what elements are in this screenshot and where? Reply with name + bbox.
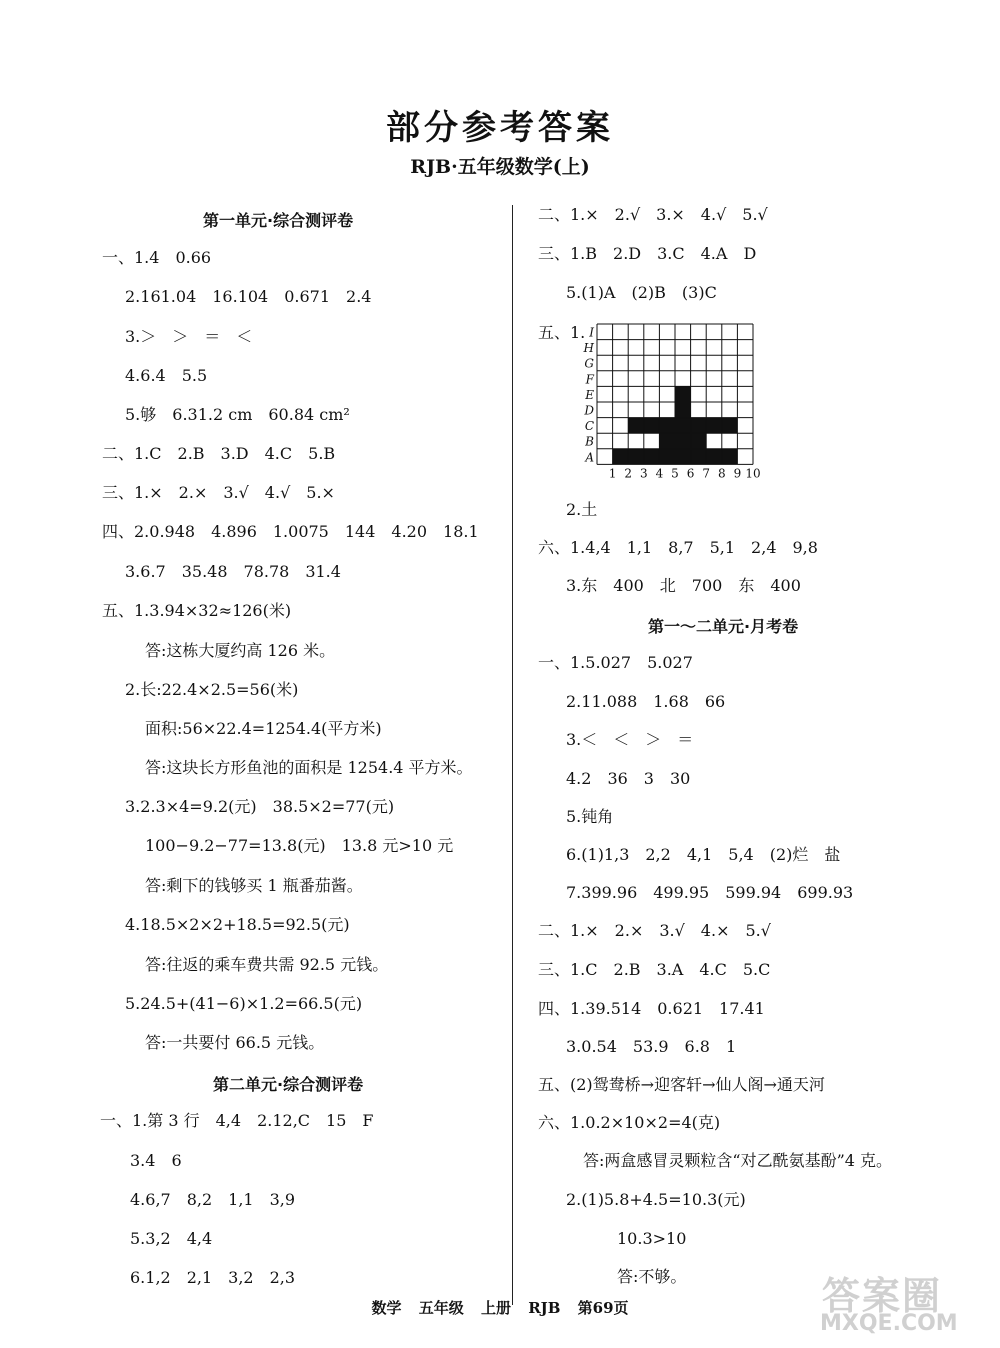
section-heading-unit12: 第一～二单元·月考卷 (648, 617, 799, 636)
filled-cell (722, 449, 738, 465)
answer-line: 三、1.C 2.B 3.A 4.C 5.C (538, 960, 771, 979)
answer-line: 5.24.5+(41−6)×1.2=66.5(元) (125, 994, 363, 1013)
filled-cell (675, 433, 691, 449)
answer-line: 答:往返的乘车费共需 92.5 元钱。 (145, 955, 389, 974)
answer-line: 3.东 400 北 700 东 400 (566, 576, 801, 595)
grid-col-label: 3 (639, 466, 648, 481)
grid-row-label: H (583, 341, 594, 356)
footer-volume: 上册 (480, 1299, 511, 1317)
watermark-text: 答案圈 (822, 1274, 943, 1318)
answer-line: 2.土 (566, 500, 598, 519)
answer-line: 六、1.4,4 1,1 8,7 5,1 2,4 9,8 (538, 538, 818, 557)
filled-cell (659, 433, 675, 449)
section-heading-unit2: 第二单元·综合测评卷 (213, 1075, 364, 1094)
filled-cell (644, 418, 660, 434)
footer-edition: RJB (528, 1299, 561, 1317)
answer-line: 答:两盒感冒灵颗粒含“对乙酰氨基酚”4 克。 (583, 1151, 893, 1170)
answer-line: 3.＞ ＞ ＝ ＜ (125, 327, 253, 346)
watermark-url: MXQE.COM (820, 1311, 958, 1336)
answer-line: 二、1.× 2.× 3.√ 4.× 5.√ (538, 921, 771, 940)
answer-line: 5.够 6.31.2 cm 60.84 cm² (125, 405, 350, 424)
filled-cell (628, 449, 644, 465)
grid-row-label: D (584, 403, 594, 418)
answer-line: 五、(2)鸳鸯桥→迎客轩→仙人阁→通天河 (538, 1075, 825, 1094)
filled-cell (691, 418, 707, 434)
answer-line: 答:一共要付 66.5 元钱。 (145, 1033, 325, 1052)
answer-line: 3.＜ ＜ ＞ ＝ (566, 730, 694, 749)
grid-row-label: I (589, 325, 594, 340)
grid-col-label: 9 (733, 466, 742, 481)
filled-cell (706, 418, 722, 434)
filled-cell (628, 418, 644, 434)
filled-cell (675, 402, 691, 418)
answer-line: 面积:56×22.4=1254.4(平方米) (145, 719, 382, 738)
page-title: 部分参考答案 (386, 108, 614, 148)
answer-line: 答:这块长方形鱼池的面积是 1254.4 平方米。 (145, 758, 473, 777)
grid-col-label: 1 (608, 466, 617, 481)
answer-line: 4.18.5×2×2+18.5=92.5(元) (125, 915, 350, 934)
grid-col-label: 4 (655, 466, 664, 481)
watermark-logo (812, 1265, 1000, 1345)
filled-cell (691, 433, 707, 449)
answer-line: 四、2.0.948 4.896 1.0075 144 4.20 18.1 (102, 522, 479, 541)
page-subtitle: RJB·五年级数学(上) (410, 156, 590, 178)
grid-col-label: 5 (671, 466, 679, 481)
answer-line: 6.1,2 2,1 3,2 2,3 (130, 1268, 296, 1287)
filled-cell (675, 449, 691, 465)
answer-line: 三、1.× 2.× 3.√ 4.√ 5.× (102, 483, 335, 502)
answer-line: 3.0.54 53.9 6.8 1 (566, 1037, 737, 1056)
answer-line: 一、1.第 3 行 4,4 2.12,C 15 F (100, 1111, 374, 1130)
answer-line: 答:剩下的钱够买 1 瓶番茄酱。 (145, 876, 363, 895)
answer-line: 答:这栋大厦约高 126 米。 (145, 641, 336, 660)
grid-col-label: 6 (686, 466, 695, 481)
grid-row-label: B (585, 434, 594, 449)
section-heading-unit1: 第一单元·综合测评卷 (203, 211, 354, 230)
grid-col-label: 2 (624, 466, 633, 481)
filled-cell (722, 418, 738, 434)
answer-line: 一、1.4 0.66 (102, 248, 212, 267)
answer-line: 3.4 6 (130, 1151, 182, 1170)
filled-cell (675, 418, 691, 434)
answer-line: 一、1.5.027 5.027 (538, 653, 693, 672)
filled-cell (613, 449, 629, 465)
answer-line: 5.钝角 (566, 807, 614, 826)
filled-cell (691, 449, 707, 465)
coordinate-grid (583, 322, 763, 486)
answer-line: 5.(1)A (2)B (3)C (566, 283, 717, 302)
answer-line: 4.2 36 3 30 (566, 769, 691, 788)
answer-line: 二、1.C 2.B 3.D 4.C 5.B (102, 444, 336, 463)
answer-line: 10.3>10 (617, 1229, 687, 1248)
question-label: 五、1. (538, 323, 586, 342)
footer-grade: 五年级 (418, 1299, 464, 1317)
grid-row-label: E (585, 387, 594, 402)
answer-line: 3.2.3×4=9.2(元) 38.5×2=77(元) (125, 797, 395, 816)
grid-col-label: 10 (745, 466, 761, 481)
grid-row-label: G (584, 356, 594, 371)
filled-cell (659, 418, 675, 434)
answer-line: 2.(1)5.8+4.5=10.3(元) (566, 1190, 746, 1209)
footer-subject: 数学 (371, 1299, 402, 1317)
answer-line: 三、1.B 2.D 3.C 4.A D (538, 244, 757, 263)
answer-line: 6.(1)1,3 2,2 4,1 5,4 (2)烂 盐 (566, 845, 841, 864)
answer-line: 100−9.2−77=13.8(元) 13.8 元>10 元 (145, 836, 454, 855)
answer-line: 四、1.39.514 0.621 17.41 (538, 999, 765, 1018)
answer-line: 2.11.088 1.68 66 (566, 692, 726, 711)
answer-line: 答:不够。 (617, 1267, 687, 1286)
footer-page-number: 第69页 (577, 1299, 629, 1317)
answer-line: 4.6,7 8,2 1,1 3,9 (130, 1190, 296, 1209)
answer-line: 4.6.4 5.5 (125, 366, 208, 385)
grid-col-label: 7 (702, 466, 711, 481)
column-divider (512, 205, 513, 1305)
answer-line: 5.3,2 4,4 (130, 1229, 213, 1248)
answer-line: 六、1.0.2×10×2=4(克) (538, 1113, 721, 1132)
answer-line: 7.399.96 499.95 599.94 699.93 (566, 883, 854, 902)
filled-cell (706, 449, 722, 465)
answer-line: 二、1.× 2.√ 3.× 4.√ 5.√ (538, 205, 768, 224)
answer-line: 五、1.3.94×32≈126(米) (102, 601, 292, 620)
answer-line: 3.6.7 35.48 78.78 31.4 (125, 562, 341, 581)
grid-figure (583, 322, 763, 482)
grid-row-label: C (584, 419, 594, 434)
answer-line: 2.长:22.4×2.5=56(米) (125, 680, 299, 699)
grid-col-label: 8 (717, 466, 726, 481)
filled-cell (659, 449, 675, 465)
grid-row-label: F (585, 372, 594, 387)
filled-cell (675, 386, 691, 402)
filled-cell (644, 449, 660, 465)
grid-row-label: A (585, 450, 594, 465)
answer-line: 2.161.04 16.104 0.671 2.4 (125, 287, 372, 306)
